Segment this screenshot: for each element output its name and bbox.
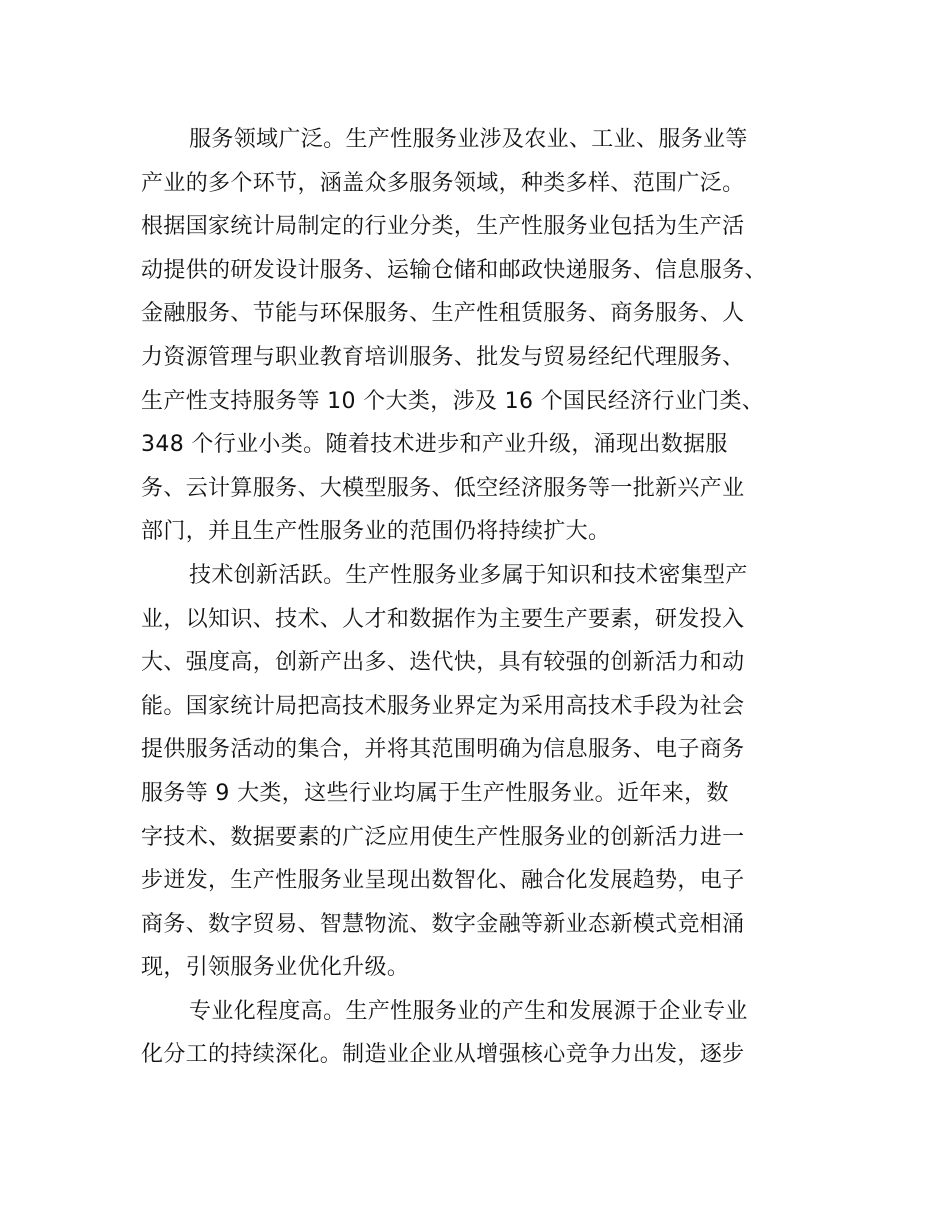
paragraph-line: 力资源管理与职业教育培训服务、批发与贸易经纪代理服务、: [141, 344, 745, 370]
paragraph-line: 专业化程度高。生产性服务业的产生和发展源于企业专业: [189, 998, 748, 1024]
paragraph-line: 根据国家统计局制定的行业分类，生产性服务业包括为生产活: [141, 214, 745, 240]
paragraph-line: 步迸发，生产性服务业呈现出数智化、融合化发展趋势，电子: [141, 868, 745, 894]
paragraph-line: 大、强度高，创新产出多、迭代快，具有较强的创新活力和动: [141, 650, 745, 676]
paragraph-line: 金融服务、节能与环保服务、生产性租赁服务、商务服务、人: [141, 301, 745, 327]
paragraph-line: 348 个行业小类。随着技术进步和产业升级，涌现出数据服: [141, 432, 728, 458]
paragraph-line: 化分工的持续深化。制造业企业从增强核心竞争力出发，逐步: [141, 1042, 745, 1068]
paragraph-line: 提供服务活动的集合，并将其范围明确为信息服务、电子商务: [141, 737, 745, 763]
paragraph-specialization: [141, 990, 821, 1077]
paragraph-service-scope: [141, 118, 821, 554]
paragraph-line: 务、云计算服务、大模型服务、低空经济服务等一批新兴产业: [141, 475, 745, 501]
paragraph-tech-innovation: [141, 554, 821, 990]
document-body: [141, 118, 821, 1077]
paragraph-line: 服务等 9 大类，这些行业均属于生产性服务业。近年来，数: [141, 780, 729, 806]
paragraph-line: 字技术、数据要素的广泛应用使生产性服务业的创新活力进一: [141, 824, 745, 850]
paragraph-line: 产业的多个环节，涵盖众多服务领域，种类多样、范围广泛。: [141, 170, 745, 196]
paragraph-line: 技术创新活跃。生产性服务业多属于知识和技术密集型产: [189, 562, 748, 588]
paragraph-line: 能。国家统计局把高技术服务业界定为采用高技术手段为社会: [141, 693, 745, 719]
paragraph-line: 部门，并且生产性服务业的范围仍将持续扩大。: [141, 519, 611, 545]
paragraph-line: 现，引领服务业优化升级。: [141, 955, 410, 981]
paragraph-line: 服务领域广泛。生产性服务业涉及农业、工业、服务业等: [189, 127, 748, 152]
paragraph-line: 商务、数字贸易、智慧物流、数字金融等新业态新模式竞相涌: [141, 911, 745, 937]
paragraph-line: 动提供的研发设计服务、运输仓储和邮政快递服务、信息服务、: [141, 257, 767, 283]
paragraph-line: 生产性支持服务等 10 个大类，涉及 16 个国民经济行业门类、: [141, 388, 765, 414]
paragraph-line: 业，以知识、技术、人才和数据作为主要生产要素，研发投入: [141, 606, 745, 632]
